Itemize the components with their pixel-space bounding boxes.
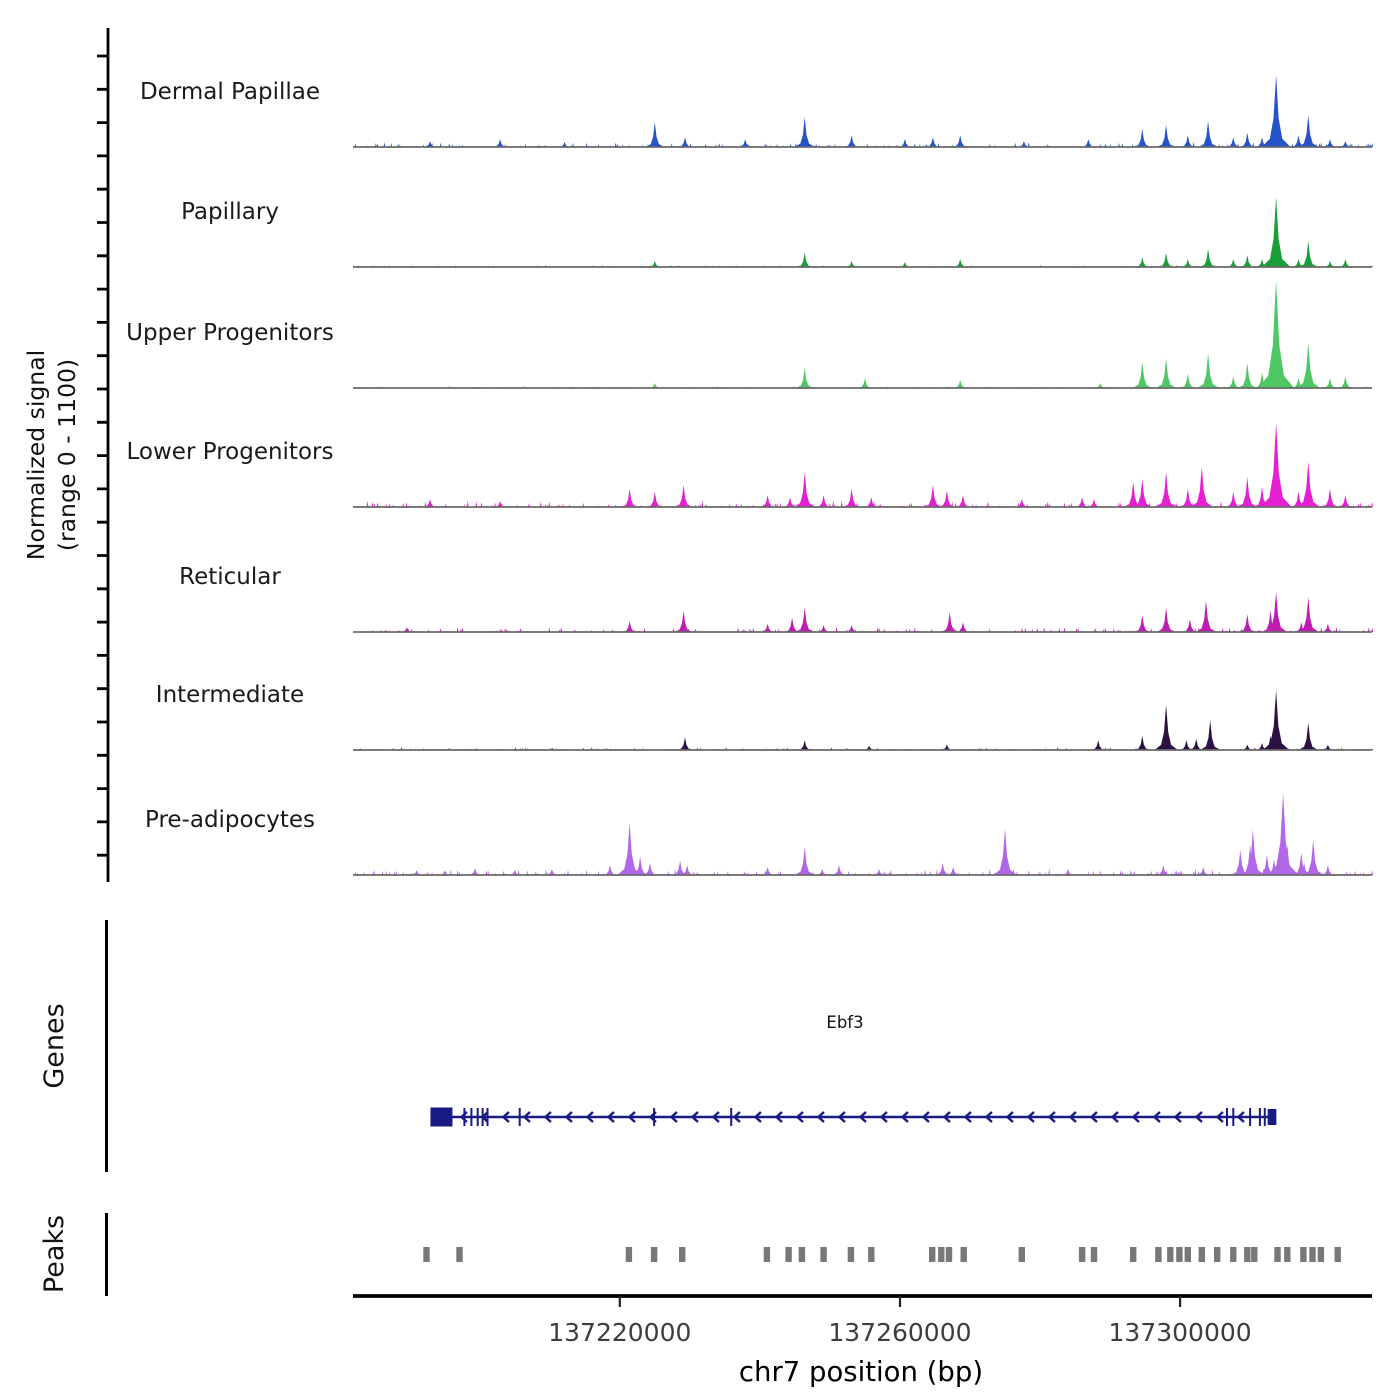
peak-call-mark [820, 1247, 826, 1262]
x-tick-label: 137260000 [828, 1318, 972, 1347]
signal-track-intermediate [353, 636, 1372, 752]
genes-section-bracket [105, 920, 108, 1172]
peak-call-mark [764, 1247, 770, 1262]
signal-track-upper-progenitors [353, 274, 1372, 390]
peak-call-mark [1155, 1247, 1161, 1262]
peak-call-mark [946, 1247, 952, 1262]
peak-call-mark [1335, 1247, 1341, 1262]
signal-axis-ticks [97, 28, 108, 882]
track-label-reticular: Reticular [179, 564, 281, 590]
y-axis-label [21, 105, 83, 805]
peak-call-mark [799, 1247, 805, 1262]
peak-call-mark [1130, 1247, 1136, 1262]
signal-area [355, 75, 1374, 147]
peak-call-mark [1230, 1247, 1236, 1262]
peak-call-mark [1309, 1247, 1315, 1262]
signal-axis-spine [94, 26, 112, 886]
y-axis-label-line1: Normalized signal [22, 349, 50, 561]
track-label-pre-adipocytes: Pre-adipocytes [144, 807, 316, 833]
signal-track-dermal-papillae [353, 33, 1372, 149]
signal-area [353, 197, 1373, 267]
genes-section-label: Genes [39, 1003, 70, 1089]
signal-area [360, 690, 1373, 750]
peak-call-mark [1318, 1247, 1324, 1262]
peak-call-mark [1300, 1247, 1306, 1262]
peak-call-mark [848, 1247, 854, 1262]
peak-call-mark [938, 1247, 944, 1262]
peak-call-mark [626, 1247, 632, 1262]
gene-model-ebf3 [353, 1091, 1372, 1143]
signal-area [355, 793, 1374, 875]
x-tick-label: 137220000 [548, 1318, 692, 1347]
peak-call-mark [1176, 1247, 1182, 1262]
peaks-section-label: Peaks [39, 1214, 70, 1294]
signal-track-lower-progenitors [353, 393, 1372, 509]
peak-call-mark [785, 1247, 791, 1262]
gene-terminal-exon-right [1268, 1109, 1277, 1125]
peak-call-mark [1019, 1247, 1025, 1262]
peak-call-mark [1167, 1247, 1173, 1262]
peak-calls-row [353, 1247, 1372, 1263]
signal-area [356, 592, 1373, 632]
peak-call-mark [1244, 1247, 1250, 1262]
signal-track-pre-adipocytes [353, 761, 1372, 877]
peak-call-mark [1284, 1247, 1290, 1262]
signal-area [358, 423, 1373, 507]
peak-call-mark [1214, 1247, 1220, 1262]
track-label-dermal-papillae: Dermal Papillae [139, 79, 321, 105]
y-axis-label-line2: (range 0 - 1100) [53, 358, 81, 552]
signal-track-papillary [353, 153, 1372, 269]
peak-call-mark [929, 1247, 935, 1262]
track-label-papillary: Papillary [181, 199, 279, 225]
gene-name-label: Ebf3 [826, 1013, 864, 1032]
signal-area [355, 280, 1374, 388]
x-axis [346, 1294, 1386, 1316]
x-axis-title: chr7 position (bp) [738, 1356, 984, 1388]
peak-call-mark [1091, 1247, 1097, 1262]
peak-call-mark [868, 1247, 874, 1262]
peaks-section-bracket [105, 1213, 108, 1296]
peak-call-mark [1251, 1247, 1257, 1262]
peak-call-mark [1199, 1247, 1205, 1262]
peak-call-mark [1079, 1247, 1085, 1262]
track-label-lower-progenitors: Lower Progenitors [126, 439, 334, 465]
signal-track-reticular [353, 518, 1372, 634]
peak-call-mark [456, 1247, 462, 1262]
peak-call-mark [423, 1247, 429, 1262]
x-tick-label: 137300000 [1108, 1318, 1252, 1347]
peak-call-mark [961, 1247, 967, 1262]
peak-call-mark [1185, 1247, 1191, 1262]
track-label-upper-progenitors: Upper Progenitors [126, 320, 334, 346]
peak-call-mark [651, 1247, 657, 1262]
peak-call-mark [679, 1247, 685, 1262]
gene-terminal-exon-left [430, 1108, 452, 1127]
peak-call-mark [1274, 1247, 1280, 1262]
track-label-intermediate: Intermediate [155, 682, 305, 708]
